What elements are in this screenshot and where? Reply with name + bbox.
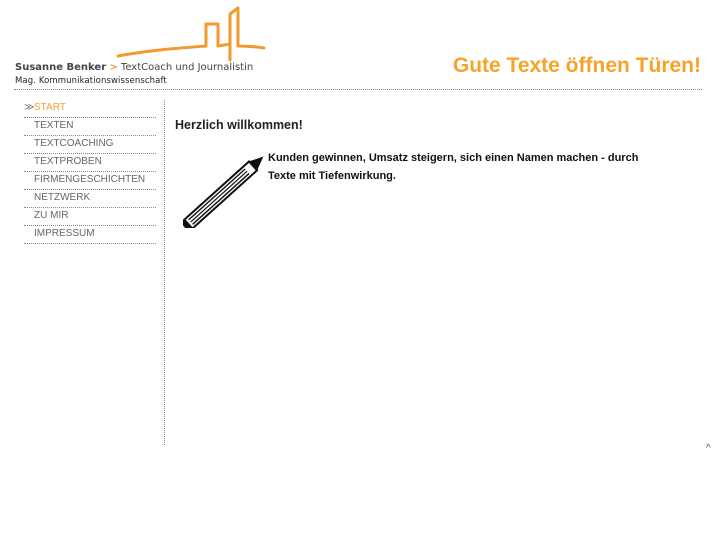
nav-item-netzwerk[interactable] bbox=[24, 190, 156, 208]
nav-label: IMPRESSUM bbox=[34, 228, 95, 239]
nav-item-start[interactable] bbox=[24, 100, 156, 118]
nav-label: FIRMENGESCHICHTEN bbox=[34, 174, 146, 185]
nav-label: TEXTCOACHING bbox=[34, 138, 114, 149]
brand-name: Susanne Benker bbox=[15, 62, 107, 73]
nav-item-texten[interactable] bbox=[24, 118, 156, 136]
slogan: Gute Texte öffnen Türen! bbox=[452, 54, 701, 77]
back-to-top-caret-icon[interactable]: ^ bbox=[706, 443, 711, 454]
nav-label: TEXTPROBEN bbox=[34, 156, 102, 167]
brand-line bbox=[15, 62, 253, 73]
vertical-divider bbox=[164, 100, 165, 445]
site-header bbox=[0, 0, 727, 92]
double-chevron-icon: ≫ bbox=[24, 102, 35, 113]
nav-label: START bbox=[34, 102, 66, 113]
door-logo-icon bbox=[110, 6, 270, 64]
main-content bbox=[175, 118, 695, 182]
main-nav bbox=[24, 100, 156, 244]
nav-label: TEXTEN bbox=[34, 120, 74, 131]
nav-item-zu-mir[interactable] bbox=[24, 208, 156, 226]
page-title: Herzlich willkommen! bbox=[175, 118, 303, 132]
nav-item-textcoaching[interactable] bbox=[24, 136, 156, 154]
header-divider bbox=[14, 89, 702, 90]
nav-item-textproben[interactable] bbox=[24, 154, 156, 172]
brand-arrow: > bbox=[109, 62, 118, 73]
brand-role: TextCoach und Journalistin bbox=[120, 62, 254, 73]
intro-text: Kunden gewinnen, Umsatz steigern, sich einen Namen machen - durch Texte mit Tiefenwirkung. bbox=[268, 152, 639, 182]
nav-item-firmengeschichten[interactable] bbox=[24, 172, 156, 190]
pencil-icon bbox=[183, 148, 267, 228]
brand-subtitle: Mag. Kommunikationswissenschaft bbox=[15, 76, 167, 86]
nav-label: ZU MIR bbox=[34, 210, 69, 221]
nav-label: NETZWERK bbox=[34, 192, 91, 203]
nav-item-impressum[interactable] bbox=[24, 226, 156, 244]
